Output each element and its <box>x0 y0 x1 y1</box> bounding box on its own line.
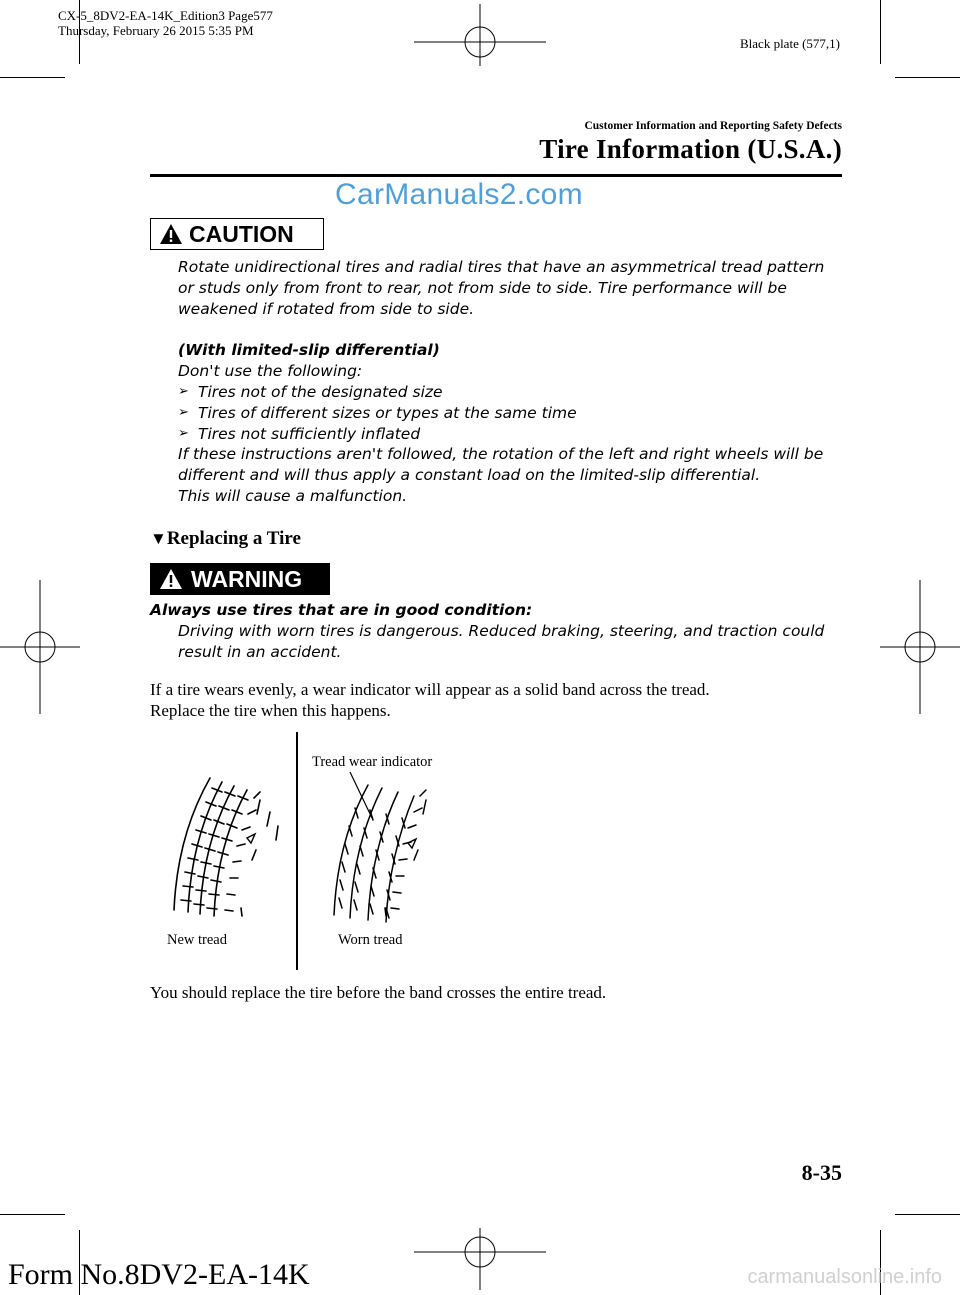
registration-mark-left <box>0 580 80 714</box>
body-paragraph-2: You should replace the tire before the band crosses the entire tread. <box>150 983 607 1002</box>
caution-body <box>178 257 838 507</box>
body-line: Replace the tire when this happens. <box>150 701 391 720</box>
watermark-logo: CarManuals2.com <box>335 178 583 211</box>
crop-mark <box>0 77 65 78</box>
print-timestamp: Thursday, February 26 2015 5:35 PM <box>58 23 254 38</box>
label-new-tread: New tread <box>167 932 227 948</box>
triangle-down-icon: ▼ <box>150 529 167 548</box>
arrow-bullet-icon: ➢ <box>178 404 189 420</box>
caution-subheading: (With limited-slip differential) <box>178 341 440 360</box>
caution-bullet: ➢ Tires not of the designated size <box>178 382 443 401</box>
crop-mark <box>880 0 881 64</box>
caution-paragraph: Rotate unidirectional tires and radial tires that have an asymmetrical tread pattern or studs only from front to rear, not from side to side. Tire performance will be weakened if rotated from side to side. <box>178 258 825 318</box>
section-heading <box>150 528 301 550</box>
title-rule <box>150 174 842 177</box>
warning-text: Driving with worn tires is dangerous. Reduced braking, steering, and traction could result in an accident. <box>178 622 825 661</box>
arrow-bullet-icon: ➢ <box>178 425 189 441</box>
alert-triangle-icon <box>159 223 183 245</box>
section-category: Customer Information and Reporting Safety Defects <box>584 120 842 132</box>
site-watermark: carmanualsonline.info <box>747 1266 942 1288</box>
warning-label: WARNING <box>191 565 303 592</box>
tread-wear-figure <box>150 730 670 975</box>
registration-mark-bottom <box>414 1228 546 1290</box>
caution-intro: Don't use the following: <box>178 362 363 381</box>
page-number: 8-35 <box>801 1160 842 1185</box>
arrow-bullet-icon: ➢ <box>178 383 189 399</box>
label-worn-tread: Worn tread <box>338 932 403 948</box>
registration-mark-right <box>880 580 960 714</box>
warning-badge <box>150 563 330 595</box>
label-tread-wear-indicator: Tread wear indicator <box>312 754 433 770</box>
crop-mark <box>895 1214 960 1215</box>
caution-label: CAUTION <box>189 220 294 247</box>
caution-consequence: If these instructions aren't followed, the rotation of the left and right wheels will be different and will thus apply a constant load on the limited-slip differential. <box>178 445 824 485</box>
form-number: Form No.8DV2-EA-14K <box>8 1258 310 1291</box>
print-file-name: CX-5_8DV2-EA-14K_Edition3 Page577 <box>58 8 273 23</box>
crop-mark <box>895 77 960 78</box>
print-file-info <box>58 8 273 38</box>
registration-mark-top <box>414 4 546 66</box>
caution-bullet: ➢ Tires not sufficiently inflated <box>178 424 421 443</box>
section-heading-text: Replacing a Tire <box>166 528 301 549</box>
warning-heading: Always use tires that are in good condition: <box>150 601 533 619</box>
body-paragraph <box>150 679 710 721</box>
plate-label: Black plate (577,1) <box>740 36 840 51</box>
caution-consequence-2: This will cause a malfunction. <box>178 486 408 505</box>
caution-bullet: ➢ Tires of different sizes or types at the same time <box>178 403 577 422</box>
page-title: Tire Information (U.S.A.) <box>539 134 842 164</box>
alert-triangle-icon <box>159 568 183 590</box>
crop-mark <box>0 1214 65 1215</box>
body-line: If a tire wears evenly, a wear indicator will appear as a solid band across the tread. <box>150 680 710 699</box>
caution-badge <box>150 218 324 250</box>
